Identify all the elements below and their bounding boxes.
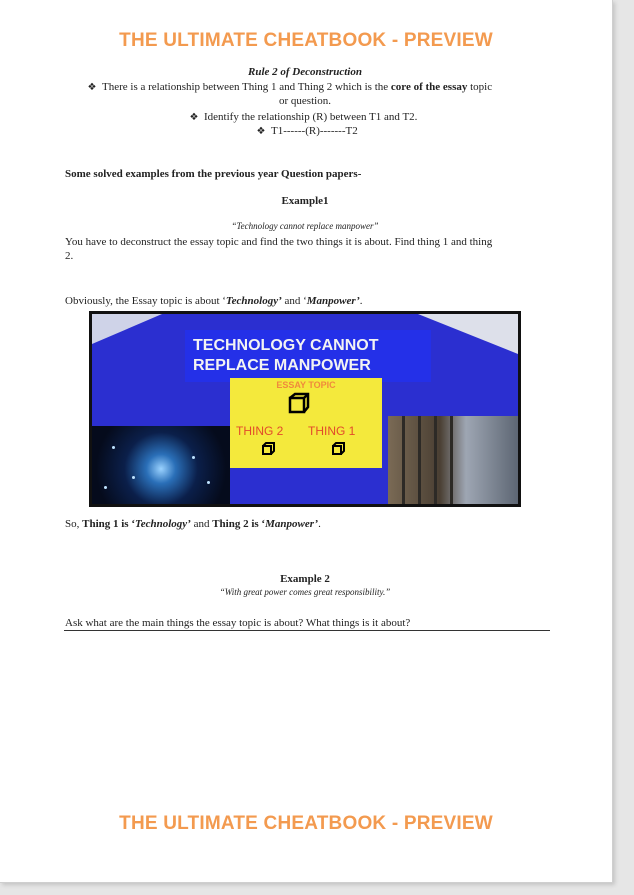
thing2-label: THING 2 bbox=[236, 424, 284, 438]
rule-title: Rule 2 of Deconstruction bbox=[248, 66, 362, 78]
rule-bullet-2: ❖ Identify the relationship (R) between T1 and T2. bbox=[189, 111, 418, 123]
essay-topic-box bbox=[230, 378, 382, 468]
figure-title-box bbox=[185, 330, 431, 382]
example1-heading: Example1 bbox=[281, 195, 329, 207]
cube-icon bbox=[332, 442, 346, 456]
technology-image bbox=[92, 426, 230, 504]
thing1-label: THING 1 bbox=[308, 424, 356, 438]
example1-quote: “Technology cannot replace manpower” bbox=[231, 221, 379, 231]
example1-conclusion: So, Thing 1 is ‘Technology’ and Thing 2 is ‘Manpower’. bbox=[65, 518, 321, 530]
figure-title: TECHNOLOGY CANNOT REPLACE MANPOWER bbox=[193, 337, 379, 374]
cube-icon bbox=[288, 392, 310, 414]
solved-heading: Some solved examples from the previous year Question papers- bbox=[65, 168, 362, 180]
example1-para-line2: 2. bbox=[65, 250, 74, 262]
divider-line bbox=[64, 630, 550, 631]
manpower-image bbox=[388, 416, 518, 504]
rule-bullet-3: ❖ T1------(R)-------T2 bbox=[256, 125, 358, 137]
example1-obviously: Obviously, the Essay topic is about ‘Technology’ and ‘Manpower’. bbox=[65, 295, 363, 307]
example2-quote: “With great power comes great responsibility.” bbox=[219, 587, 391, 597]
footer-banner: THE ULTIMATE CHEATBOOK - PREVIEW bbox=[119, 813, 493, 834]
example2-question: Ask what are the main things the essay topic is about? What things is it about? bbox=[65, 617, 411, 629]
example1-figure bbox=[89, 311, 521, 507]
example1-para-line1: You have to deconstruct the essay topic and find the two things it is about. Find thing 1 and thing bbox=[65, 236, 493, 248]
diamond-bullet-icon: ❖ bbox=[256, 126, 266, 137]
cube-icon bbox=[262, 442, 276, 456]
rule-bullet-1: ❖ There is a relationship between Thing 1 and Thing 2 which is the core of the essay topic bbox=[87, 81, 493, 93]
figure-corner-decoration bbox=[418, 314, 518, 354]
example2-heading: Example 2 bbox=[280, 573, 330, 585]
header-banner: THE ULTIMATE CHEATBOOK - PREVIEW bbox=[119, 30, 493, 51]
essay-topic-label: ESSAY TOPIC bbox=[276, 380, 336, 390]
rule-bullet-1-cont: or question. bbox=[279, 95, 331, 107]
figure-corner-decoration bbox=[92, 314, 162, 344]
diamond-bullet-icon: ❖ bbox=[87, 82, 97, 93]
diamond-bullet-icon: ❖ bbox=[189, 112, 199, 123]
